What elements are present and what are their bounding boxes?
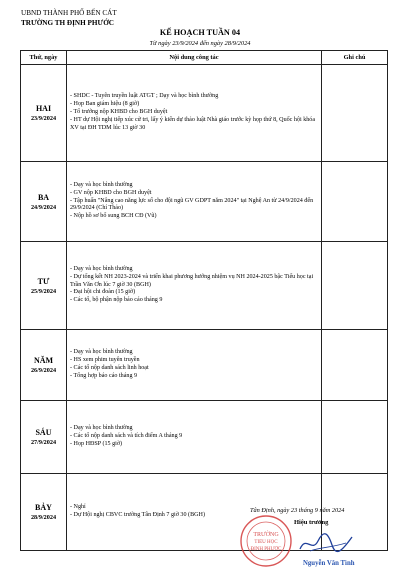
content-cell [67,65,322,162]
task-item: - Tập huấn "Nâng cao năng lực số cho đội ngũ GV GDPT năm 2024" tại Nghệ An từ 24/9/2024 đến 29/9/2024 (Chí Thảo) [70,197,314,212]
signature-block [236,507,396,569]
task-item: - Nghỉ [70,504,86,511]
task-item: - Dạy và học bình thường [70,349,133,356]
task-item: - Các tổ, bộ phận nộp báo cáo tháng 9 [70,297,163,304]
date-range: Từ ngày 23/9/2024 đến ngày 28/9/2024 [149,40,251,47]
task-item: - Dạy và học bình thường [70,425,133,432]
svg-text:TRƯỜNG: TRƯỜNG [253,532,279,538]
day-date: 28/9/2024 [30,514,57,521]
table-row [21,162,388,242]
column-header-day: Thứ, ngày [21,51,67,65]
day-date: 24/9/2024 [30,203,57,211]
note-cell [322,330,388,401]
content-cell [67,330,322,401]
handwritten-signature-icon [296,529,356,557]
task-item: - Dự Hội nghị CBVC trường Tân Định 7 giờ 30 (BGH) [70,512,205,518]
task-item: - Tổ trưởng nộp KHBD cho BGH duyệt [70,109,168,116]
column-header-content: Nội dung công tác [67,51,322,65]
note-cell [322,242,388,330]
note-cell [322,65,388,162]
table-row [21,330,388,401]
day-date: 27/9/2024 [30,439,57,446]
table-header-row [21,51,388,65]
svg-text:ĐỊNH PHƯỚC: ĐỊNH PHƯỚC [250,547,282,552]
day-date: 23/9/2024 [30,115,57,122]
signer-role: Hiệu trưởng [294,519,329,526]
day-name: BẢY [35,503,52,512]
day-name: TƯ [37,276,50,286]
day-date: 25/9/2024 [30,287,57,295]
weekly-plan-table [20,50,388,551]
day-cell [21,162,67,242]
day-cell [21,401,67,474]
page-title: KẾ HOẠCH TUẦN 04 [159,28,241,37]
task-item: - Dự tổng kết NH 2023-2024 và triển khai phương hướng nhiệm vụ NH 2024-2025 bậc Tiểu học tại Trần Văn Ơn lúc 7 giờ 30 (BGH) [70,273,314,288]
day-name: NĂM [33,356,54,365]
content-cell [67,162,322,242]
task-item: - Họp HĐSP (15 giờ) [70,440,123,447]
day-cell [21,65,67,162]
note-cell [322,401,388,474]
day-name: HAI [35,104,52,113]
day-date: 26/9/2024 [30,367,57,374]
school-name: TRƯỜNG TH ĐỊNH PHƯỚC [21,19,114,27]
task-item: - Đại hội chi đoàn (15 giờ) [70,289,136,296]
school-seal-icon [238,514,294,568]
task-item: - Dạy và học bình thường [70,265,133,272]
task-item: - Dạy và học bình thường [70,181,133,188]
task-item: - Các tổ nộp danh sách linh hoạt [70,365,149,371]
column-header-note: Ghi chú [322,51,388,65]
note-cell [322,162,388,242]
task-item: - HS xem phim tuyên truyền [70,357,140,364]
table-row [21,65,388,162]
day-name: BA [37,192,50,202]
org-name: UBND THÀNH PHỐ BẾN CÁT [21,9,117,17]
day-cell [21,330,67,401]
day-cell [21,242,67,330]
organization-header [21,8,117,28]
signer-name: Nguyễn Văn Tình [303,560,355,567]
task-item: - Họp Ban giám hiệu (8 giờ) [70,101,140,108]
task-item: - SHDC - Tuyên truyền luật ATGT ; Dạy và học bình thường [70,93,219,100]
table-body [21,65,388,551]
table-row [21,401,388,474]
task-item: - Các tổ nộp danh sách và tích điểm A tháng 9 [70,433,183,440]
svg-text:TIỂU HỌC: TIỂU HỌC [254,540,278,545]
task-item: - GV nộp KHBD cho BGH duyệt [70,189,152,196]
day-name: SÁU [35,428,52,437]
place-date: Tân Định, ngày 23 tháng 9 năm 2024 [250,507,345,514]
task-item: - Nộp hồ sơ bổ sung BCH CĐ (Vũ) [70,213,157,220]
table-row [21,242,388,330]
task-item: - HT dự Hội nghị tiếp xúc cử tri, lấy ý kiến dự thảo luật Nhà giáo trước kỳ họp thứ 8, Quốc hội khóa XV tại ĐH TDM lúc 13 giờ 30 [70,116,316,131]
day-cell [21,474,67,551]
content-cell [67,401,322,474]
content-cell [67,242,322,330]
task-item: - Tổng hợp báo cáo tháng 9 [70,372,138,379]
